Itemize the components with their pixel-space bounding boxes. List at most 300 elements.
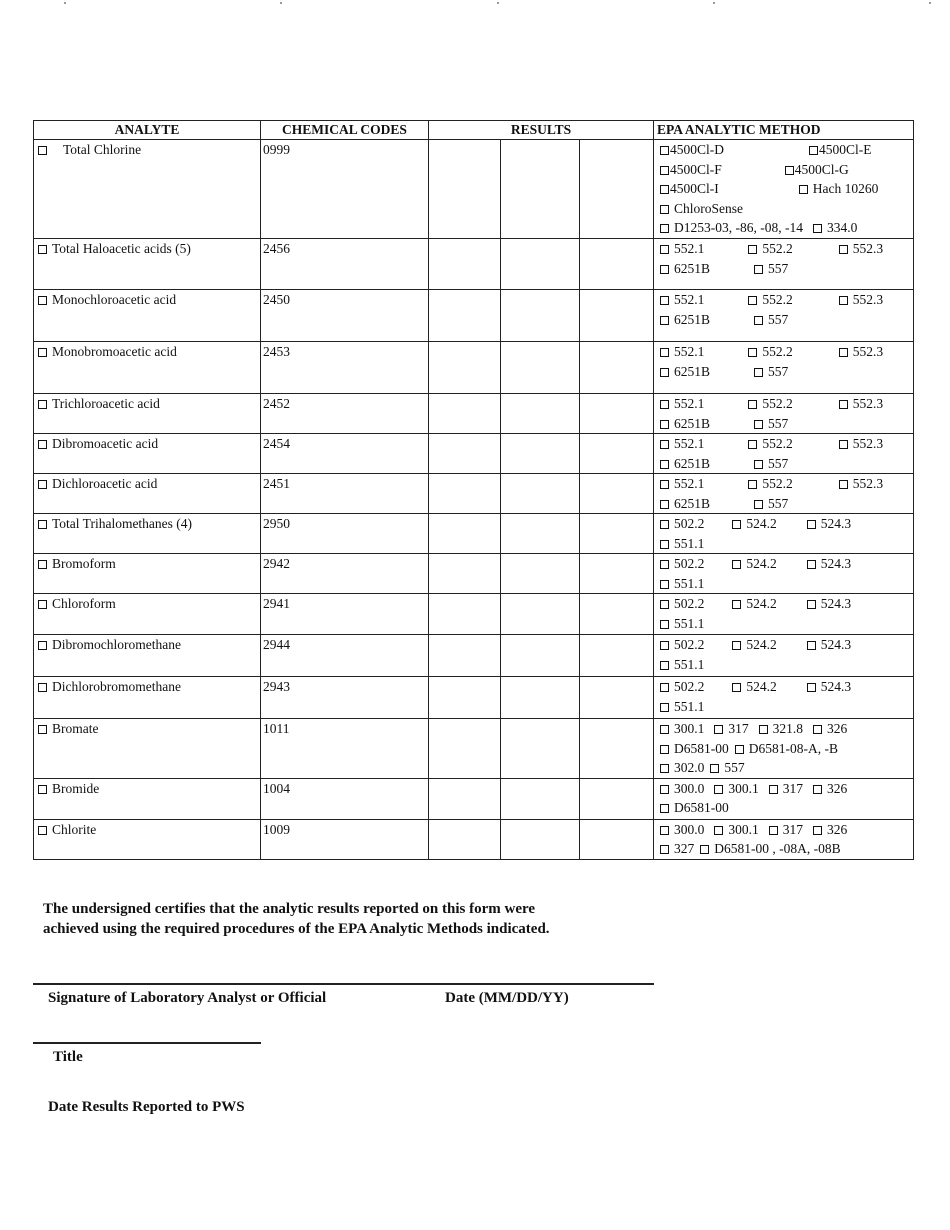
method-option[interactable] bbox=[813, 218, 857, 238]
method-option[interactable] bbox=[660, 239, 704, 259]
method-label: 557 bbox=[768, 455, 789, 471]
method-checkbox[interactable] bbox=[660, 440, 669, 449]
method-checkbox[interactable] bbox=[660, 400, 669, 409]
method-checkbox[interactable] bbox=[732, 600, 741, 609]
chemical-code-cell: 2944 bbox=[261, 635, 429, 677]
chemical-code-cell: 2453 bbox=[261, 342, 429, 394]
chemical-codes-header: CHEMICAL CODES bbox=[261, 121, 429, 140]
method-checkbox[interactable] bbox=[754, 460, 763, 469]
method-option[interactable] bbox=[754, 454, 788, 474]
method-checkbox[interactable] bbox=[660, 683, 669, 692]
result-field[interactable] bbox=[429, 342, 501, 394]
epa-method-cell bbox=[654, 719, 914, 779]
method-checkbox[interactable] bbox=[660, 348, 669, 357]
result-field[interactable] bbox=[429, 554, 501, 594]
result-field[interactable] bbox=[429, 239, 501, 290]
method-label: 524.3 bbox=[820, 516, 852, 531]
table-row bbox=[34, 140, 914, 239]
method-checkbox[interactable] bbox=[660, 764, 669, 773]
result-field[interactable] bbox=[580, 554, 654, 594]
method-checkbox[interactable] bbox=[710, 764, 719, 773]
chemical-code-cell: 0999 bbox=[261, 140, 429, 239]
method-label: 502.2 bbox=[674, 596, 705, 611]
analyte-name: Dibromochloromethane bbox=[52, 637, 181, 652]
method-option[interactable] bbox=[732, 554, 776, 574]
method-checkbox[interactable] bbox=[660, 480, 669, 489]
method-checkbox[interactable] bbox=[660, 600, 669, 609]
method-option[interactable] bbox=[660, 554, 704, 574]
result-field[interactable] bbox=[501, 677, 580, 719]
analyte-cell bbox=[34, 677, 261, 719]
method-option[interactable] bbox=[660, 614, 704, 634]
chemical-code-cell: 2943 bbox=[261, 677, 429, 719]
analyte-checkbox[interactable] bbox=[38, 683, 47, 692]
method-checkbox[interactable] bbox=[748, 480, 757, 489]
chemical-code-cell: 2452 bbox=[261, 394, 429, 434]
analyte-checkbox[interactable] bbox=[38, 826, 47, 835]
method-checkbox[interactable] bbox=[839, 440, 848, 449]
method-checkbox[interactable] bbox=[839, 348, 848, 357]
result-field[interactable] bbox=[501, 514, 580, 554]
result-field[interactable] bbox=[429, 635, 501, 677]
method-line bbox=[660, 779, 909, 799]
result-field[interactable] bbox=[580, 819, 654, 859]
method-checkbox[interactable] bbox=[660, 166, 669, 175]
method-option[interactable] bbox=[809, 140, 872, 160]
method-checkbox[interactable] bbox=[809, 146, 818, 155]
result-field[interactable] bbox=[501, 594, 580, 635]
method-label: 334.0 bbox=[827, 220, 858, 235]
method-option[interactable] bbox=[700, 839, 840, 859]
method-checkbox[interactable] bbox=[660, 224, 669, 233]
scan-mark bbox=[64, 2, 66, 4]
method-label: 524.2 bbox=[746, 679, 777, 694]
method-label: 327 bbox=[674, 841, 695, 856]
analyte-checkbox[interactable] bbox=[38, 440, 47, 449]
method-label: 552.3 bbox=[852, 292, 884, 307]
method-line bbox=[660, 798, 909, 818]
method-option[interactable] bbox=[732, 594, 776, 614]
method-label: 552.3 bbox=[852, 344, 884, 359]
method-label: 300.1 bbox=[728, 821, 759, 837]
analyte-checkbox[interactable] bbox=[38, 725, 47, 734]
method-label: 524.3 bbox=[820, 637, 852, 652]
method-checkbox[interactable] bbox=[660, 826, 669, 835]
chemical-code-cell: 2451 bbox=[261, 474, 429, 514]
method-checkbox[interactable] bbox=[660, 725, 669, 734]
analyte-checkbox[interactable] bbox=[38, 560, 47, 569]
method-checkbox[interactable] bbox=[839, 245, 848, 254]
analyte-name: Total Haloacetic acids (5) bbox=[52, 241, 191, 256]
analyte-checkbox[interactable] bbox=[38, 641, 47, 650]
epa-method-cell bbox=[654, 778, 914, 819]
method-label: 6251B bbox=[674, 260, 711, 276]
method-checkbox[interactable] bbox=[754, 420, 763, 429]
epa-method-cell bbox=[654, 514, 914, 554]
method-checkbox[interactable] bbox=[769, 826, 778, 835]
method-option[interactable] bbox=[660, 739, 729, 759]
result-field[interactable] bbox=[580, 677, 654, 719]
method-checkbox[interactable] bbox=[807, 560, 816, 569]
epa-method-cell bbox=[654, 819, 914, 859]
analyte-checkbox[interactable] bbox=[38, 600, 47, 609]
method-checkbox[interactable] bbox=[748, 245, 757, 254]
result-field[interactable] bbox=[429, 140, 501, 239]
epa-method-cell bbox=[654, 342, 914, 394]
result-field[interactable] bbox=[580, 239, 654, 290]
analyte-cell bbox=[34, 514, 261, 554]
method-option[interactable] bbox=[660, 474, 704, 494]
method-option[interactable] bbox=[785, 160, 849, 180]
result-field[interactable] bbox=[429, 819, 501, 859]
result-field[interactable] bbox=[501, 342, 580, 394]
method-option[interactable] bbox=[660, 758, 704, 778]
result-field[interactable] bbox=[429, 394, 501, 434]
method-label: D6581-00 , -08A, -08B bbox=[714, 841, 841, 856]
method-checkbox[interactable] bbox=[839, 400, 848, 409]
method-checkbox[interactable] bbox=[660, 540, 669, 549]
method-checkbox[interactable] bbox=[660, 146, 669, 155]
method-label: 557 bbox=[724, 760, 745, 775]
method-checkbox[interactable] bbox=[660, 520, 669, 529]
method-option[interactable] bbox=[813, 820, 847, 840]
method-option[interactable] bbox=[807, 594, 851, 614]
method-option[interactable] bbox=[813, 719, 847, 739]
method-checkbox[interactable] bbox=[807, 520, 816, 529]
result-field[interactable] bbox=[501, 474, 580, 514]
result-field[interactable] bbox=[501, 819, 580, 859]
method-checkbox[interactable] bbox=[660, 703, 669, 712]
method-checkbox[interactable] bbox=[735, 745, 744, 754]
result-field[interactable] bbox=[429, 778, 501, 819]
result-field[interactable] bbox=[429, 594, 501, 635]
method-line bbox=[660, 310, 909, 330]
method-checkbox[interactable] bbox=[839, 480, 848, 489]
method-option[interactable] bbox=[839, 474, 883, 494]
method-checkbox[interactable] bbox=[660, 316, 669, 325]
method-label: 502.2 bbox=[674, 556, 705, 571]
method-line bbox=[660, 820, 909, 840]
method-checkbox[interactable] bbox=[813, 826, 822, 835]
method-option[interactable] bbox=[754, 494, 788, 514]
method-option[interactable] bbox=[839, 239, 883, 259]
method-option[interactable] bbox=[839, 394, 883, 414]
method-checkbox[interactable] bbox=[732, 520, 741, 529]
method-option[interactable] bbox=[660, 655, 704, 675]
analyte-cell bbox=[34, 474, 261, 514]
method-option[interactable] bbox=[660, 719, 704, 739]
method-option[interactable] bbox=[714, 719, 748, 739]
method-checkbox[interactable] bbox=[660, 845, 669, 854]
method-line bbox=[660, 160, 909, 180]
analyte-checkbox[interactable] bbox=[38, 480, 47, 489]
method-option[interactable] bbox=[839, 342, 883, 362]
method-option[interactable] bbox=[748, 394, 792, 414]
analyte-name: Monochloroacetic acid bbox=[52, 292, 177, 307]
method-label: 557 bbox=[768, 260, 789, 276]
method-checkbox[interactable] bbox=[748, 296, 757, 305]
analyte-checkbox[interactable] bbox=[38, 348, 47, 357]
method-option[interactable] bbox=[807, 677, 851, 697]
method-option[interactable] bbox=[660, 697, 704, 717]
result-field[interactable] bbox=[580, 594, 654, 635]
method-option[interactable] bbox=[660, 779, 704, 799]
method-option[interactable] bbox=[769, 820, 803, 840]
method-option[interactable] bbox=[748, 474, 792, 494]
method-option[interactable] bbox=[660, 839, 694, 859]
epa-method-cell bbox=[654, 474, 914, 514]
result-field[interactable] bbox=[580, 394, 654, 434]
result-field[interactable] bbox=[501, 778, 580, 819]
table-row bbox=[34, 514, 914, 554]
method-option[interactable] bbox=[660, 434, 704, 454]
method-label: 524.2 bbox=[746, 556, 777, 571]
method-option[interactable] bbox=[807, 514, 851, 534]
result-field[interactable] bbox=[580, 290, 654, 342]
result-field[interactable] bbox=[429, 514, 501, 554]
method-option[interactable] bbox=[714, 779, 758, 799]
method-checkbox[interactable] bbox=[754, 265, 763, 274]
chemical-code-cell: 1004 bbox=[261, 778, 429, 819]
result-field[interactable] bbox=[501, 434, 580, 474]
analyte-checkbox[interactable] bbox=[38, 785, 47, 794]
analyte-checkbox[interactable] bbox=[38, 245, 47, 254]
chemical-code-cell: 1011 bbox=[261, 719, 429, 779]
method-checkbox[interactable] bbox=[660, 205, 669, 214]
method-option[interactable] bbox=[660, 394, 704, 414]
method-checkbox[interactable] bbox=[785, 166, 794, 175]
method-checkbox[interactable] bbox=[714, 826, 723, 835]
method-checkbox[interactable] bbox=[660, 641, 669, 650]
method-option[interactable] bbox=[660, 290, 704, 310]
method-label: 300.0 bbox=[674, 780, 705, 796]
method-checkbox[interactable] bbox=[759, 725, 768, 734]
method-line bbox=[660, 839, 909, 859]
method-checkbox[interactable] bbox=[813, 224, 822, 233]
method-option[interactable] bbox=[660, 414, 710, 434]
method-option[interactable] bbox=[660, 199, 743, 219]
method-option[interactable] bbox=[813, 779, 847, 799]
method-option[interactable] bbox=[732, 677, 776, 697]
epa-method-cell bbox=[654, 140, 914, 239]
result-field[interactable] bbox=[580, 778, 654, 819]
method-label: D6581-00 bbox=[674, 800, 729, 815]
method-line bbox=[660, 414, 909, 434]
result-field[interactable] bbox=[501, 394, 580, 434]
method-checkbox[interactable] bbox=[660, 560, 669, 569]
method-label: 551.1 bbox=[674, 535, 705, 551]
method-checkbox[interactable] bbox=[660, 460, 669, 469]
method-option[interactable] bbox=[759, 719, 803, 739]
analyte-checkbox[interactable] bbox=[38, 400, 47, 409]
method-option[interactable] bbox=[660, 677, 704, 697]
result-field[interactable] bbox=[429, 719, 501, 779]
method-label: 552.3 bbox=[852, 241, 884, 256]
table-row bbox=[34, 342, 914, 394]
method-option[interactable] bbox=[660, 798, 729, 818]
method-checkbox[interactable] bbox=[660, 265, 669, 274]
method-option[interactable] bbox=[660, 342, 704, 362]
analyte-name: Chlorite bbox=[52, 821, 97, 837]
method-line bbox=[660, 758, 909, 778]
method-option[interactable] bbox=[660, 454, 710, 474]
method-checkbox[interactable] bbox=[769, 785, 778, 794]
method-checkbox[interactable] bbox=[660, 580, 669, 589]
table-row bbox=[34, 239, 914, 290]
method-option[interactable] bbox=[754, 414, 788, 434]
scan-mark bbox=[280, 2, 282, 4]
result-field[interactable] bbox=[501, 290, 580, 342]
method-option[interactable] bbox=[732, 514, 776, 534]
analyte-checkbox[interactable] bbox=[38, 146, 47, 155]
method-checkbox[interactable] bbox=[754, 368, 763, 377]
method-label: 4500Cl-E bbox=[819, 142, 872, 157]
result-field[interactable] bbox=[580, 474, 654, 514]
method-checkbox[interactable] bbox=[748, 440, 757, 449]
method-checkbox[interactable] bbox=[807, 641, 816, 650]
method-option[interactable] bbox=[660, 218, 803, 238]
method-option[interactable] bbox=[660, 594, 704, 614]
method-label: 552.3 bbox=[852, 396, 884, 411]
result-field[interactable] bbox=[580, 719, 654, 779]
method-option[interactable] bbox=[735, 739, 838, 759]
method-label: 317 bbox=[782, 821, 804, 837]
method-checkbox[interactable] bbox=[807, 683, 816, 692]
method-option[interactable] bbox=[732, 635, 776, 655]
method-checkbox[interactable] bbox=[660, 785, 669, 794]
method-option[interactable] bbox=[660, 179, 719, 199]
table-row bbox=[34, 677, 914, 719]
method-checkbox[interactable] bbox=[714, 725, 723, 734]
analyte-name: Chloroform bbox=[52, 596, 116, 611]
method-checkbox[interactable] bbox=[660, 420, 669, 429]
method-option[interactable] bbox=[754, 259, 788, 279]
epa-method-cell bbox=[654, 434, 914, 474]
chemical-code-cell: 2456 bbox=[261, 239, 429, 290]
method-label: 6251B bbox=[674, 495, 711, 511]
method-option[interactable] bbox=[660, 259, 710, 279]
method-checkbox[interactable] bbox=[799, 185, 808, 194]
table-row bbox=[34, 434, 914, 474]
method-option[interactable] bbox=[807, 554, 851, 574]
method-checkbox[interactable] bbox=[660, 620, 669, 629]
method-option[interactable] bbox=[748, 342, 792, 362]
result-field[interactable] bbox=[580, 140, 654, 239]
method-checkbox[interactable] bbox=[660, 745, 669, 754]
signature-label: Signature of Laboratory Analyst or Official bbox=[48, 990, 327, 1006]
method-line bbox=[660, 140, 909, 160]
method-label: D6581-00 bbox=[674, 740, 729, 756]
method-line bbox=[660, 655, 909, 675]
method-label: 524.3 bbox=[820, 679, 852, 694]
method-option[interactable] bbox=[660, 494, 710, 514]
method-option[interactable] bbox=[748, 239, 792, 259]
result-field[interactable] bbox=[429, 677, 501, 719]
method-option[interactable] bbox=[660, 362, 710, 382]
method-checkbox[interactable] bbox=[714, 785, 723, 794]
method-option[interactable] bbox=[660, 514, 704, 534]
method-option[interactable] bbox=[710, 758, 744, 778]
result-field[interactable] bbox=[429, 434, 501, 474]
method-checkbox[interactable] bbox=[754, 500, 763, 509]
method-option[interactable] bbox=[660, 310, 710, 330]
analyte-header: ANALYTE bbox=[34, 121, 261, 140]
result-field[interactable] bbox=[501, 140, 580, 239]
method-option[interactable] bbox=[839, 434, 883, 454]
analyte-checkbox[interactable] bbox=[38, 520, 47, 529]
method-option[interactable] bbox=[799, 179, 879, 199]
method-checkbox[interactable] bbox=[660, 368, 669, 377]
method-option[interactable] bbox=[660, 635, 704, 655]
result-field[interactable] bbox=[501, 554, 580, 594]
result-field[interactable] bbox=[429, 290, 501, 342]
method-option[interactable] bbox=[660, 140, 724, 160]
method-line bbox=[660, 342, 909, 362]
method-option[interactable] bbox=[714, 820, 758, 840]
method-option[interactable] bbox=[660, 534, 704, 554]
method-checkbox[interactable] bbox=[748, 348, 757, 357]
method-option[interactable] bbox=[807, 635, 851, 655]
method-label: 6251B bbox=[674, 311, 711, 327]
method-option[interactable] bbox=[754, 310, 788, 330]
method-checkbox[interactable] bbox=[732, 641, 741, 650]
method-checkbox[interactable] bbox=[700, 845, 709, 854]
result-field[interactable] bbox=[501, 719, 580, 779]
method-checkbox[interactable] bbox=[839, 296, 848, 305]
method-option[interactable] bbox=[660, 574, 704, 594]
method-option[interactable] bbox=[769, 779, 803, 799]
method-checkbox[interactable] bbox=[660, 804, 669, 813]
method-line bbox=[660, 697, 909, 717]
method-checkbox[interactable] bbox=[660, 296, 669, 305]
table-header-row bbox=[34, 121, 914, 140]
method-label: 300.0 bbox=[674, 821, 705, 837]
method-option[interactable] bbox=[660, 820, 704, 840]
method-label: 552.2 bbox=[762, 241, 793, 256]
method-option[interactable] bbox=[748, 434, 792, 454]
result-field[interactable] bbox=[580, 434, 654, 474]
scan-mark bbox=[497, 2, 499, 4]
date-reported-label: Date Results Reported to PWS bbox=[48, 1099, 245, 1115]
chemical-code-cell: 2450 bbox=[261, 290, 429, 342]
method-option[interactable] bbox=[754, 362, 788, 382]
method-label: 552.2 bbox=[762, 344, 793, 359]
result-field[interactable] bbox=[501, 635, 580, 677]
method-option[interactable] bbox=[660, 160, 722, 180]
method-checkbox[interactable] bbox=[732, 683, 741, 692]
analyte-checkbox[interactable] bbox=[38, 296, 47, 305]
method-checkbox[interactable] bbox=[660, 500, 669, 509]
result-field[interactable] bbox=[580, 514, 654, 554]
method-option[interactable] bbox=[748, 290, 792, 310]
method-checkbox[interactable] bbox=[748, 400, 757, 409]
result-field[interactable] bbox=[501, 239, 580, 290]
method-checkbox[interactable] bbox=[807, 600, 816, 609]
method-checkbox[interactable] bbox=[660, 661, 669, 670]
analyte-cell bbox=[34, 554, 261, 594]
method-label: 551.1 bbox=[674, 575, 705, 591]
result-field[interactable] bbox=[580, 635, 654, 677]
method-option[interactable] bbox=[839, 290, 883, 310]
result-field[interactable] bbox=[580, 342, 654, 394]
result-field[interactable] bbox=[429, 474, 501, 514]
method-checkbox[interactable] bbox=[660, 185, 669, 194]
method-checkbox[interactable] bbox=[754, 316, 763, 325]
method-checkbox[interactable] bbox=[732, 560, 741, 569]
method-checkbox[interactable] bbox=[660, 245, 669, 254]
method-checkbox[interactable] bbox=[813, 785, 822, 794]
method-checkbox[interactable] bbox=[813, 725, 822, 734]
